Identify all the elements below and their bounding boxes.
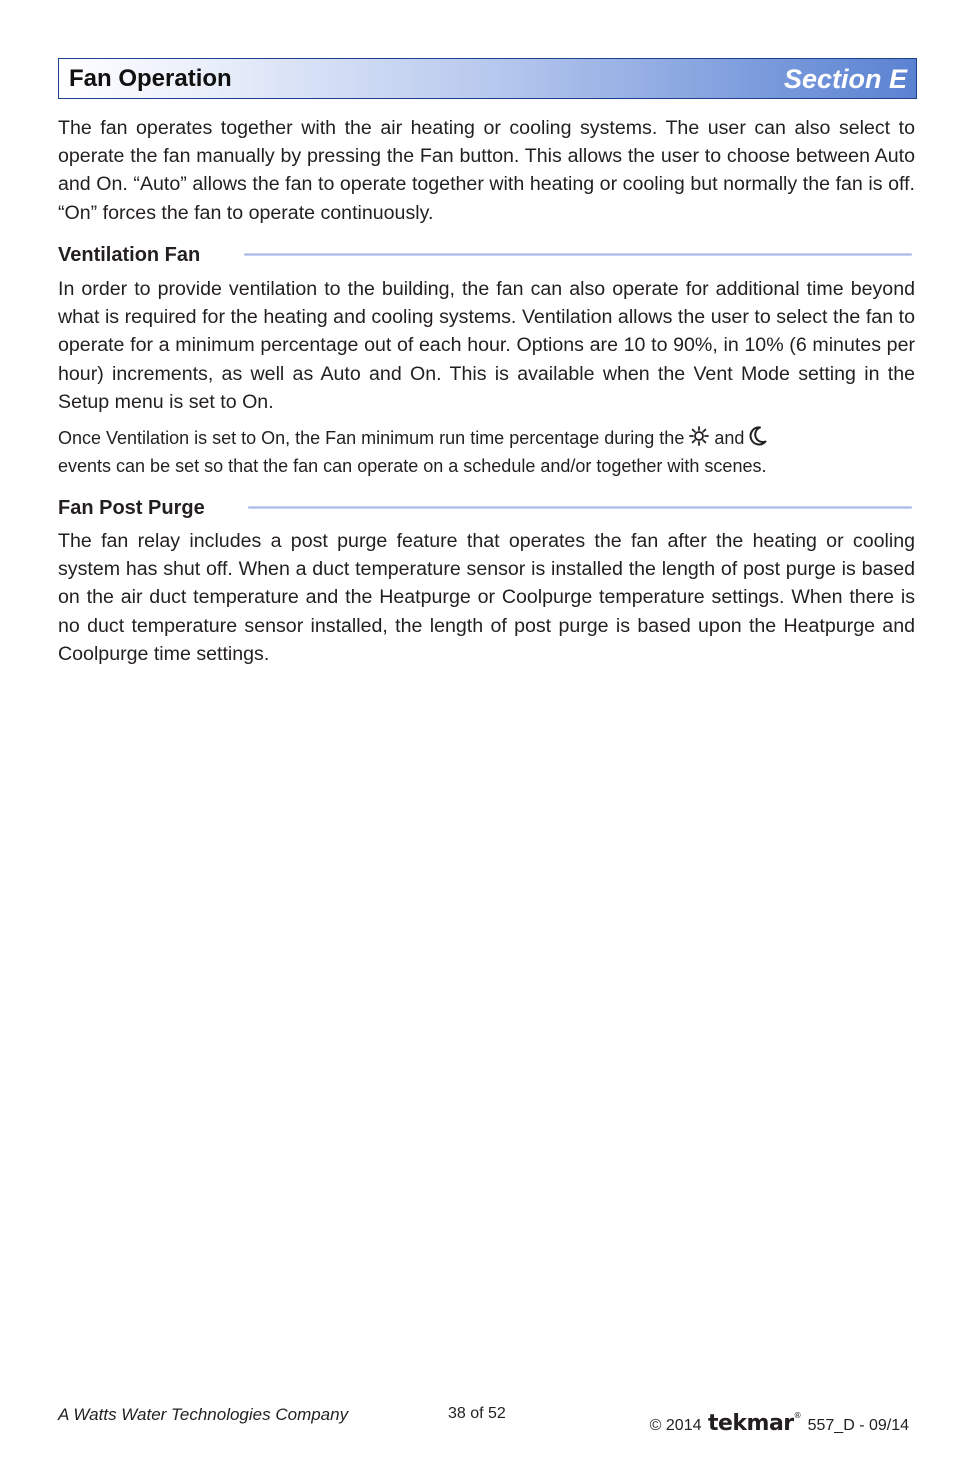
moon-icon: [749, 426, 767, 446]
fan-post-purge-heading-label: Fan Post Purge: [58, 495, 215, 521]
post-purge-paragraph: The fan relay includes a post purge feature that operates the fan after the heating or cooling system has shut off. When a duct temperature sensor is installed the length of post purge is based on the air duct temperature and the Heatpurge or Coolpurge temperature settings. When there is no duct temperature sensor installed, the length of post purge is based upon the Heatpurge and Coolpurge time settings.: [58, 530, 915, 665]
ventilation-note-part2: events can be set so that the fan can operate on a schedule and/or together with scenes.: [58, 456, 767, 476]
ventilation-note-part1: Once Ventilation is set to On, the Fan minimum run time percentage during the: [58, 428, 690, 448]
page-number: 38 of 52: [448, 1405, 506, 1422]
tekmar-logo: tekmar®: [707, 1411, 802, 1436]
heading-rule: [244, 253, 912, 256]
document-code: 557_D - 09/14: [807, 1417, 909, 1434]
intro-paragraph: The fan operates together with the air heating or cooling systems. The user can also select to operate the fan manually by pressing the Fan button. This allows the user to choose between Auto and On. “Auto” allows the fan to operate together with heating or cooling but normally the fan is off. “On” forces the fan to operate continuously.: [58, 117, 915, 224]
footer-company: A Watts Water Technologies Company: [58, 1405, 349, 1424]
ventilation-fan-heading-label: Ventilation Fan: [58, 242, 210, 268]
section-header-bar: [58, 58, 917, 99]
section-label: Section E: [783, 64, 907, 94]
sun-icon: [689, 426, 709, 446]
footer-copyright: [650, 1405, 909, 1437]
ventilation-note: [58, 424, 915, 480]
ventilation-note-and: and: [709, 428, 750, 448]
copyright-year: © 2014: [649, 1417, 702, 1434]
ventilation-fan-heading: [58, 242, 915, 268]
fan-post-purge-heading: [58, 495, 915, 521]
section-title: Fan Operation: [69, 65, 232, 92]
ventilation-paragraph: In order to provide ventilation to the building, the fan can also operate for additional time beyond what is required for the heating and cooling systems. Ventilation allows the user to select the fan to operate for a minimum percentage out of each hour. Options are 10 to 90%, in 10% (6 minutes per hour) increments, as well as Auto and On. This is available when the Vent Mode setting in the Setup menu is set to On.: [58, 278, 915, 413]
heading-rule: [248, 506, 912, 509]
